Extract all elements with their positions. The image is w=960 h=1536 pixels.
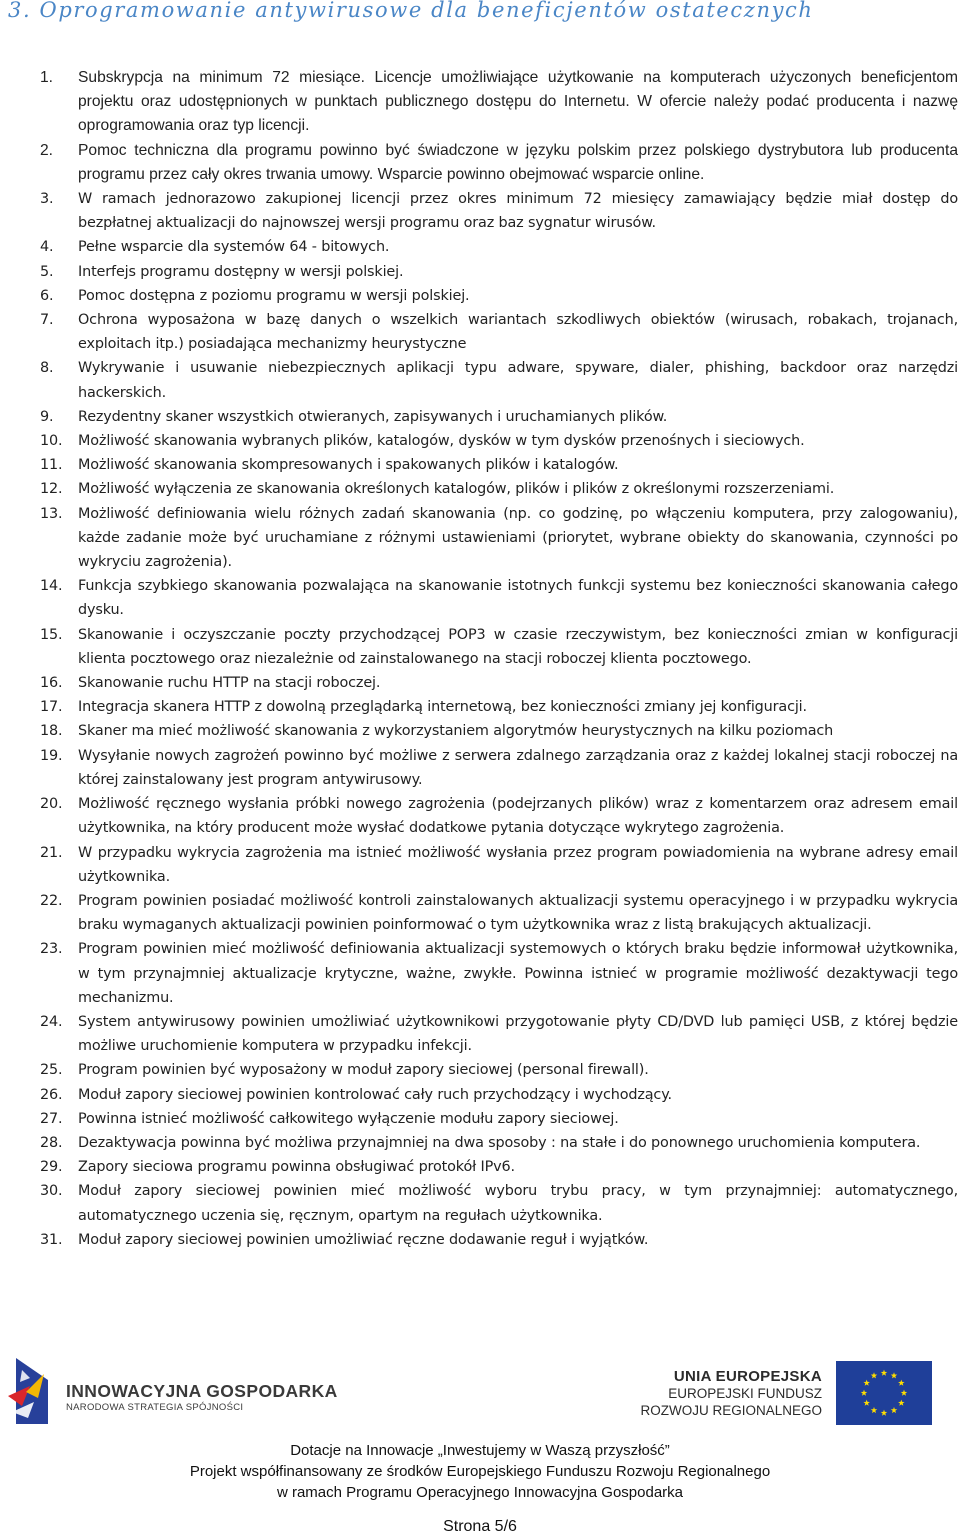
item-number: 20. bbox=[40, 796, 63, 813]
item-text: Subskrypcja na minimum 72 miesiące. Licencje umożliwiające użytkowanie na komputerach użyczonych beneficjentom projektu oraz udostępnionych w punktach publicznego dostępu do Internetu. W ofercie należy podać producenta i nazwę oprogramowania oraz typ licencji. bbox=[78, 69, 958, 135]
item-text: Pełne wsparcie dla systemów 64 - bitowych. bbox=[78, 239, 390, 256]
item-text: Ochrona wyposażona w bazę danych o wszelkich wariantach szkodliwych obiektów (wirusach, robakach, trojanach, exploitach itp.) posiadająca mechanizmy heurystyczne bbox=[78, 312, 958, 353]
item-number: 14. bbox=[40, 578, 63, 595]
item-number: 25. bbox=[40, 1062, 63, 1079]
list-item bbox=[40, 284, 958, 308]
item-number: 30. bbox=[40, 1183, 63, 1200]
list-item bbox=[40, 1058, 958, 1082]
item-text: Możliwość definiowania wielu różnych zadań skanowania (np. co godzinę, po włączeniu komputera, przy zalogowaniu), każde zadanie może być uruchamiane z różnymi ustawieniami (priorytet, wybrane obiekty do skanowania, czynności po wykryciu zagrożenia). bbox=[78, 505, 958, 571]
list-item bbox=[40, 139, 958, 187]
list-item bbox=[40, 671, 958, 695]
item-text: Możliwość skanowania wybranych plików, katalogów, dysków w tym dysków przenośnych i sieciowych. bbox=[78, 433, 805, 450]
page-number: Strona 5/6 bbox=[443, 1518, 517, 1535]
innowacyjna-gospodarka-logo-icon bbox=[8, 1358, 48, 1424]
item-number: 10. bbox=[40, 433, 63, 450]
list-item bbox=[40, 719, 958, 743]
list-item bbox=[40, 66, 958, 139]
item-text: W ramach jednorazowo zakupionej licencji przez okres minimum 72 miesięcy zamawiający będzie miał dostęp do bezpłatnej aktualizacji do najnowszej wersji programu oraz baz sygnatur wirusów. bbox=[78, 191, 958, 232]
item-number: 6. bbox=[40, 287, 54, 304]
item-number: 24. bbox=[40, 1013, 63, 1030]
list-item bbox=[40, 308, 958, 356]
list-item bbox=[40, 937, 958, 1010]
item-text: Moduł zapory sieciowej powinien mieć możliwość wyboru trybu pracy, w tym przynajmniej: automatycznego, automatycznego uczenia się, ręcznym, opartym na regułach użytkownika. bbox=[78, 1183, 958, 1224]
item-number: 5. bbox=[40, 263, 54, 280]
requirements-list bbox=[40, 66, 958, 1252]
item-text: Rezydentny skaner wszystkich otwieranych, zapisywanych i uruchamianych plików. bbox=[78, 408, 668, 425]
item-number: 21. bbox=[40, 844, 63, 861]
item-number: 7. bbox=[40, 312, 54, 329]
item-text: Dezaktywacja powinna być możliwa przynajmniej na dwa sposoby : na stałe i do ponownego uruchomienia komputera. bbox=[78, 1134, 921, 1151]
item-number: 22. bbox=[40, 892, 63, 909]
item-text: Pomoc dostępna z poziomu programu w wersji polskiej. bbox=[78, 287, 470, 304]
item-text: Moduł zapory sieciowej powinien kontrolować cały ruch przychodzący i wychodzący. bbox=[78, 1086, 672, 1103]
innowacyjna-gospodarka-subtitle: NARODOWA STRATEGIA SPÓJNOŚCI bbox=[66, 1402, 244, 1413]
section-heading: 3. Oprogramowanie antywirusowe dla beneficjentów ostatecznych bbox=[8, 0, 814, 22]
item-number: 13. bbox=[40, 505, 63, 522]
list-item bbox=[40, 841, 958, 889]
item-number: 15. bbox=[40, 626, 63, 643]
item-number: 8. bbox=[40, 360, 54, 377]
list-item bbox=[40, 405, 958, 429]
list-item bbox=[40, 502, 958, 575]
list-item bbox=[40, 453, 958, 477]
eu-fund-line-2: ROZWOJU REGIONALNEGO bbox=[640, 1403, 822, 1418]
footer-line-3: w ramach Programu Operacyjnego Innowacyjna Gospodarka bbox=[276, 1484, 684, 1501]
list-item bbox=[40, 1179, 958, 1227]
list-item bbox=[40, 477, 958, 501]
list-item bbox=[40, 1131, 958, 1155]
eu-title: UNIA EUROPEJSKA bbox=[673, 1368, 822, 1385]
item-number: 31. bbox=[40, 1231, 63, 1248]
list-item bbox=[40, 574, 958, 622]
list-item bbox=[40, 1228, 958, 1252]
item-text: Skanowanie i oczyszczanie poczty przychodzącej POP3 w czasie rzeczywistym, bez konieczności zmian w konfiguracji klienta pocztowego oraz niezależnie od zainstalowanego na stacji roboczej klienta pocztowego. bbox=[78, 626, 958, 667]
item-number: 29. bbox=[40, 1159, 63, 1176]
item-number: 19. bbox=[40, 747, 63, 764]
item-text: Program powinien posiadać możliwość kontroli zainstalowanych aktualizacji systemu operacyjnego i w przypadku wykrycia braku wymaganych aktualizacji powinien poinformować o tym użytkownika wraz z listą brakujących aktualizacji. bbox=[78, 892, 958, 934]
item-text: Powinna istnieć możliwość całkowitego wyłączenie modułu zapory sieciowej. bbox=[78, 1110, 619, 1127]
item-text: Integracja skanera HTTP z dowolną przeglądarką internetową, bez konieczności zmiany jej konfiguracji. bbox=[78, 699, 807, 716]
list-item bbox=[40, 429, 958, 453]
item-text: Zapory sieciowa programu powinna obsługiwać protokół IPv6. bbox=[78, 1159, 515, 1176]
item-number: 11. bbox=[40, 457, 63, 474]
item-text: Skaner ma mieć możliwość skanowania z wykorzystaniem algorytmów heurystycznych na kilku poziomach bbox=[78, 723, 834, 740]
list-item bbox=[40, 744, 958, 792]
list-item bbox=[40, 1107, 958, 1131]
item-text: Możliwość ręcznego wysłania próbki nowego zagrożenia (podejrzanych plików) wraz z komentarzem oraz adresem email użytkownika, na który producent może wysłać dodatkowe pytania dotyczące wykrytego zagrożenia. bbox=[78, 796, 958, 837]
item-text: Pomoc techniczna dla programu powinno być świadczone w języku polskim przez polskiego dystrybutora lub producenta programu przez cały okres trwania umowy. Wsparcie powinno obejmować wsparcie online. bbox=[78, 141, 958, 183]
list-item bbox=[40, 187, 958, 235]
list-item bbox=[40, 1010, 958, 1058]
item-number: 4. bbox=[40, 239, 54, 256]
item-number: 12. bbox=[40, 481, 63, 498]
item-text: W przypadku wykrycia zagrożenia ma istnieć możliwość wysłania przez program powiadomienia na wybrane adresy email użytkownika. bbox=[78, 844, 958, 885]
eu-fund-label bbox=[640, 1368, 822, 1419]
item-number: 26. bbox=[40, 1086, 63, 1103]
list-item bbox=[40, 1155, 958, 1179]
list-item bbox=[40, 792, 958, 840]
list-item bbox=[40, 235, 958, 259]
list-item bbox=[40, 260, 958, 284]
item-text: Wykrywanie i usuwanie niebezpiecznych aplikacji typu adware, spyware, dialer, phishing, backdoor oraz narzędzi hackerskich. bbox=[78, 360, 958, 401]
item-number: 17. bbox=[40, 699, 63, 716]
item-number: 23. bbox=[40, 941, 63, 958]
item-number: 9. bbox=[40, 408, 54, 425]
item-text: Wysyłanie nowych zagrożeń powinno być możliwe z serwera zdalnego zarządzania oraz z każdej lokalnej stacji roboczej na której zainstalowany jest program antywirusowy. bbox=[78, 747, 958, 788]
item-text: Program powinien być wyposażony w moduł zapory sieciowej (personal firewall). bbox=[78, 1062, 649, 1079]
item-text: Możliwość skanowania skompresowanych i spakowanych plików i katalogów. bbox=[78, 457, 619, 474]
item-number: 1. bbox=[40, 69, 54, 86]
item-text: Program powinien mieć możliwość definiowania aktualizacji systemowych o których braku będzie informował użytkownika, w tym przynajmniej aktualizacje krytyczne, ważne, zwykłe. Powinna istnieć w programie możliwość dezaktywacji tego mechanizmu. bbox=[78, 941, 958, 1006]
eu-flag-icon bbox=[836, 1361, 932, 1425]
item-text: Skanowanie ruchu HTTP na stacji roboczej. bbox=[78, 675, 381, 692]
list-item bbox=[40, 695, 958, 719]
list-item bbox=[40, 889, 958, 937]
item-number: 2. bbox=[40, 141, 54, 159]
item-number: 16. bbox=[40, 675, 63, 692]
item-text: Moduł zapory sieciowej powinien umożliwiać ręczne dodawanie reguł i wyjątków. bbox=[78, 1231, 649, 1248]
item-number: 27. bbox=[40, 1110, 63, 1127]
list-item bbox=[40, 356, 958, 404]
item-number: 3. bbox=[40, 191, 54, 208]
item-number: 28. bbox=[40, 1134, 63, 1151]
eu-fund-line-1: EUROPEJSKI FUNDUSZ bbox=[668, 1386, 822, 1401]
footer-logos bbox=[0, 1352, 960, 1442]
item-text: Interfejs programu dostępny w wersji polskiej. bbox=[78, 263, 404, 280]
item-text: Funkcja szybkiego skanowania pozwalająca na skanowanie istotnych funkcji systemu bez konieczności skanowania całego dysku. bbox=[78, 578, 958, 619]
item-text: Możliwość wyłączenia ze skanowania określonych katalogów, plików i plików z określonymi rozszerzeniami. bbox=[78, 481, 835, 498]
item-number: 18. bbox=[40, 723, 63, 740]
item-text: System antywirusowy powinien umożliwiać użytkownikowi przygotowanie płyty CD/DVD lub pamięci USB, z której będzie możliwe uruchomienie komputera w przypadku infekcji. bbox=[78, 1013, 958, 1055]
list-item bbox=[40, 1083, 958, 1107]
footer-line-1: Dotacje na Innowacje „Inwestujemy w Waszą przyszłość” bbox=[290, 1442, 670, 1459]
list-item bbox=[40, 623, 958, 671]
footer-line-2: Projekt współfinansowany ze środków Europejskiego Funduszu Rozwoju Regionalnego bbox=[189, 1463, 771, 1480]
innowacyjna-gospodarka-name: INNOWACYJNA GOSPODARKA bbox=[66, 1381, 338, 1401]
